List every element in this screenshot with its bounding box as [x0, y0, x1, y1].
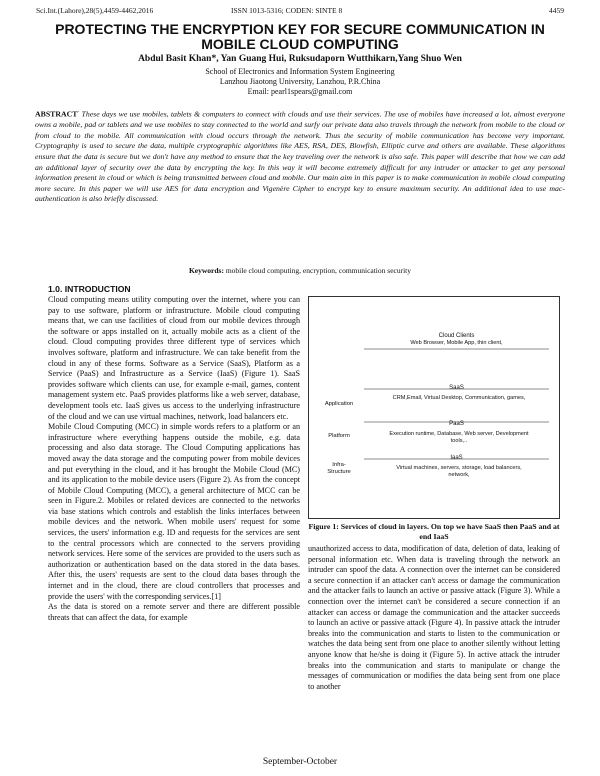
title-line-1: PROTECTING THE ENCRYPTION KEY FOR SECURE COMMUNICATION IN [55, 21, 545, 37]
layer-side-infrastructure: Infra- Structure [327, 462, 351, 475]
abstract-text: These days we use mobiles, tablets & computers to connect with clouds and use their services. The use of mobiles have increased a lot, almost everyone owns a mobile, pad or tablets and we use mobiles to stay connected to the world and surfy our private data also travels through the network from mobile to the cloud or from cloud to the mobile. All communication with cloud occurs through the network. Thus the security of mobile communication has become very important. Cryptography is used to secure the data, multiple cryptographic algorithms like AES, RSA, DES, Blowfish, Elliptic curve and others are available. These algorithms ensure that the data is secure but we don't have any method to ensure that the key traveling over the network is also safe. This paper will describe that how we can add an additional layer of security over the data by encrypting the key. In this way it will become extremely difficult for any intruder or attacker to get any personal information present in cloud or which is being transmitted between cloud and mobile. Our main aim in this paper is to make communication in mobile cloud computing more secure. In this paper we will use AES for data encryption and Vigenère Cipher to encrypt key to ensure maximum security. An additional idea to use mac-authentication is also briefly discussed. [35, 109, 566, 204]
keywords-text: mobile cloud computing, encryption, communication security [225, 266, 412, 275]
cloud-clients-desc: Web Browser, Mobile App, thin client, [410, 340, 503, 346]
intro-paragraph-3: As the data is stored on a remote server and there are different possible threats that can affect the data, for example [48, 602, 300, 622]
title-line-2: MOBILE CLOUD COMPUTING [201, 36, 399, 52]
layer-iaas-desc: Virtual machines, servers, storage, load balancers, network, [396, 465, 522, 478]
page-number: 4459 [549, 6, 564, 15]
paper-title [20, 22, 580, 52]
layer-saas-desc: CRM,Email, Virtual Desktop, Communication, games, [392, 395, 526, 401]
running-header [36, 6, 564, 18]
layer-paas-name: PaaS [449, 421, 464, 427]
keywords [20, 266, 580, 275]
affiliation-university: Lanzhou Jiaotong University, Lanzhou, P.R.China [219, 77, 381, 86]
intro-paragraph-continued: unauthorized access to data, modification of data, deletion of data, leaking of personal information etc. When data is traveling through the network an intruder can spoof the data. A connection over the internet can be considered a secure connection if an attacker can't access or damage the communication and the attacker fails to launch an active or passive attack (Figure 3). While a connection over the internet can't be considered a secure connection if an attacker can access or damage the communication and the attacker succeeds to launch an active or passive attack (Figure 4). In passive attack the intruder breaks into the communication and starts to listen to the communication or watches the data being sent from one place to another silently without letting anyone know that he/she is doing it (Figure 5). In active attack the intruder breaks into the communication and starts to manipulate or change the messages of communication or modifies the data being sent from one place to another [308, 544, 560, 691]
abstract-marker: - [77, 110, 80, 115]
affiliation-school: School of Electronics and Information System Engineering [205, 67, 395, 76]
intro-paragraph-2: Mobile Cloud Computing (MCC) in simple words refers to a platform or an infrastructure where everything happens outside the mobile, e.g. data processing and also data storage. The Cloud Computing applications has moved away the data storage and the computing power from mobile devices and put everything in the cloud, and it has brought the Mobile Cloud (MC) and its application to the mobile device users (Figure 2). As from the concept of Mobile Cloud Computing (MCC), a general architecture of MCC can be seen in Figure.2. Mobiles or related devices are connected to the networks via base stations which controls and establish the links interfaces between mobile devices and the network. When mobile users' request for some services, the users' information e.g. ID and requests for the services are sent to the central processors which are connected to the servers providing network services. Here some of the services are provided to the users such as authorization or authentication based on the data stored in the data bases. After this, the users' requests are sent to the cloud data bases through the internet and in the cloud, there are cloud controllers that processes and provide the users' with the corresponding services.[1] [48, 422, 300, 601]
abstract [35, 108, 565, 205]
layer-side-platform: Platform [328, 433, 350, 439]
affiliation-email: Email: pearl1spears@gmail.com [247, 87, 353, 96]
cloud-clients-title: Cloud Clients [438, 333, 475, 339]
authors: Abdul Basit Khan*, Yan Guang Hui, Ruksudaporn Wutthikarn,Yang Shuo Wen [138, 54, 462, 64]
right-column [308, 544, 560, 692]
left-column [48, 295, 300, 623]
figure-1-caption: Figure 1: Services of cloud in layers. On top we have SaaS then PaaS and at end IaaS [308, 522, 560, 541]
page-footer: September-October [262, 757, 338, 767]
layer-iaas-name: IaaS [450, 455, 463, 461]
abstract-label: ABSTRACT [35, 109, 78, 119]
issn: ISSN 1013-5316; CODEN: SINTE 8 [231, 6, 343, 15]
figure-1-diagram [308, 296, 560, 519]
section-heading-introduction: 1.0. INTRODUCTION [48, 284, 131, 294]
layer-paas-desc: Execution runtime, Database, Web server, Development tools,.. [389, 431, 529, 444]
journal-citation: Sci.Int.(Lahore),28(5),4459-4462,2016 [36, 6, 154, 15]
intro-paragraph-1: Cloud computing means utility computing over the internet, where you can pay to use software, platform or infrastructure. Mobile cloud computing means that, we can use facilities of cloud from our mobile devices through the software or apps installed on it, actually mobile acts as a client of the cloud. Cloud computing provides three different type of services which involves software, platform and infrastructure. We can take benefit from the cloud in any of these forms. Software as a Service (SaaS), Platform as a Service (PaaS) and Infrastructure as a Service (IaaS) (Figure 1). SaaS provides software which clients can use, for example e-mail, games, content management system etc. PaaS provides platforms like a web server, database, development tools etc. IaaS gives us access to the underlying infrastructure of the cloud and we can use virtual machines, network, load balancers etc. [48, 295, 300, 421]
layer-side-application: Application [324, 401, 354, 407]
layer-saas-name: SaaS [449, 385, 464, 391]
keywords-label: Keywords: [188, 266, 224, 275]
